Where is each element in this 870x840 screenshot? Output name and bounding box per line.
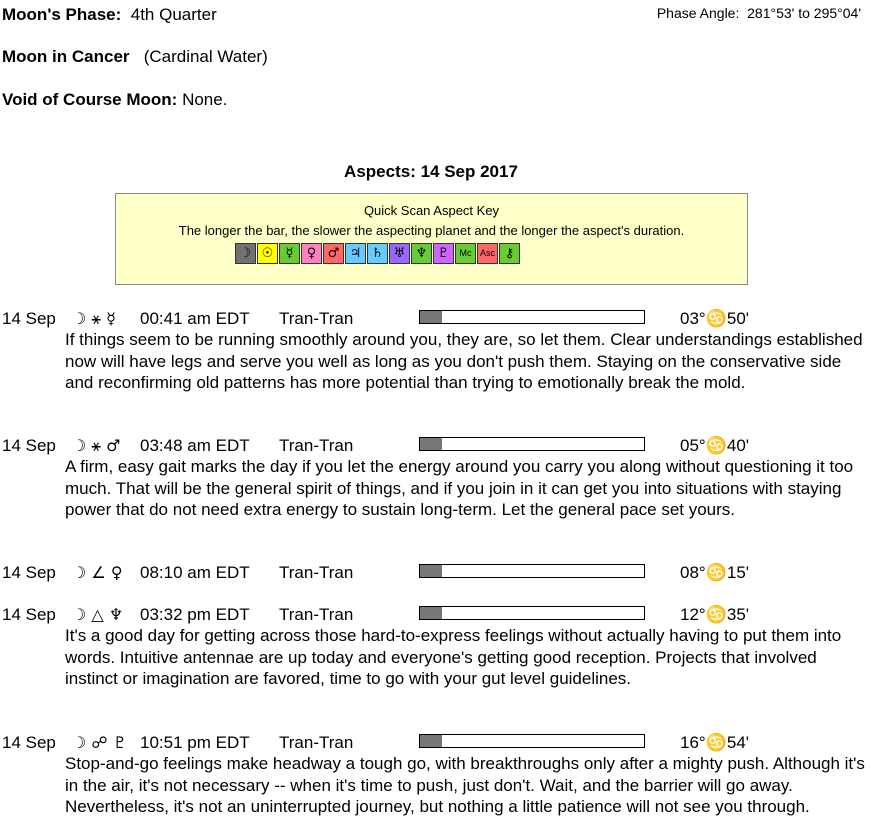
duration-bar-fill bbox=[420, 735, 442, 747]
entry-date: 14 Sep bbox=[2, 605, 56, 624]
mercury-icon: ☿ bbox=[279, 243, 300, 264]
chiron-icon: ⚷ bbox=[499, 243, 520, 264]
duration-bar bbox=[419, 606, 645, 620]
duration-bar bbox=[419, 437, 645, 451]
entry-aspect: ☽ △ ♆ bbox=[72, 605, 124, 624]
planet-glyph-legend bbox=[235, 243, 521, 264]
saturn-icon: ♄ bbox=[367, 243, 388, 264]
entry-date: 14 Sep bbox=[2, 733, 56, 752]
duration-bar bbox=[419, 734, 645, 748]
entry-time: 03:32 pm EDT bbox=[140, 605, 250, 624]
entry-position: 05°♋40' bbox=[680, 436, 750, 455]
moon-sign-value: (Cardinal Water) bbox=[143, 47, 268, 66]
duration-bar-fill bbox=[420, 607, 442, 619]
uranus-icon: ♅ bbox=[389, 243, 410, 264]
entry-aspect: ☽ ☍ ♇ bbox=[72, 733, 128, 752]
duration-bar bbox=[419, 310, 645, 324]
void-value: None. bbox=[182, 90, 228, 109]
phase-angle-label: Phase Angle: bbox=[656, 5, 740, 21]
moon-sign-row bbox=[2, 47, 268, 67]
moon-phase-value: 4th Quarter bbox=[130, 5, 217, 24]
jupiter-icon: ♃ bbox=[345, 243, 366, 264]
sun-icon: ☉ bbox=[257, 243, 278, 264]
void-of-course-row bbox=[2, 90, 227, 110]
entry-time: 10:51 pm EDT bbox=[140, 733, 250, 752]
entry-type: Tran-Tran bbox=[279, 605, 354, 624]
entry-position: 08°♋15' bbox=[680, 563, 750, 582]
entry-date: 14 Sep bbox=[2, 309, 56, 328]
entry-position: 16°♋54' bbox=[680, 733, 750, 752]
neptune-icon: ♆ bbox=[411, 243, 432, 264]
entry-type: Tran-Tran bbox=[279, 436, 354, 455]
entry-aspect: ☽ ⚹ ♂ bbox=[72, 436, 121, 455]
void-label: Void of Course Moon: bbox=[2, 90, 178, 109]
entry-description: Stop-and-go feelings make headway a tough go, with breakthroughs only after a mighty push. Although it's in the air, it's not necessary -- when it's time to push, just don't. Wait, and the barrier will go away. Nevertheless, it's not an uninterrupted journey, but nothing a little patience will not see you through. bbox=[65, 754, 865, 816]
moon-icon: ☽ bbox=[235, 243, 256, 264]
entry-description: It's a good day for getting across those hard-to-express feelings without actually having to put them into words. Intuitive antennae are up today and everyone's getting good reception. Projects that involved instinct or imagination are favored, time to go with your gut level guidelines. bbox=[65, 626, 842, 688]
entry-description: If things seem to be running smoothly around you, they are, so let them. Clear understandings established now will have legs and serve you well as long as you don't push them. Staying on the conservative side and reconfirming old patterns has more potential than trying to emotionally break the mold. bbox=[65, 330, 863, 392]
entry-position: 03°♋50' bbox=[680, 309, 750, 328]
ascendant-icon: Asc bbox=[477, 243, 498, 264]
entry-type: Tran-Tran bbox=[279, 309, 354, 328]
duration-bar-fill bbox=[420, 438, 442, 450]
moon-phase-row bbox=[2, 5, 217, 25]
midheaven-icon: Mc bbox=[455, 243, 476, 264]
entry-aspect: ☽ ∠ ♀ bbox=[72, 563, 123, 582]
aspect-key-box bbox=[115, 193, 748, 285]
entry-time: 03:48 am EDT bbox=[140, 436, 250, 455]
duration-bar-fill bbox=[420, 311, 442, 323]
venus-icon: ♀ bbox=[301, 243, 322, 264]
entry-date: 14 Sep bbox=[2, 563, 56, 582]
mars-icon: ♂ bbox=[323, 243, 344, 264]
entry-time: 00:41 am EDT bbox=[140, 309, 250, 328]
entry-type: Tran-Tran bbox=[279, 733, 354, 752]
duration-bar-fill bbox=[420, 565, 442, 577]
pluto-icon: ♇ bbox=[433, 243, 454, 264]
moon-phase-label: Moon's Phase: bbox=[2, 5, 122, 24]
entry-aspect: ☽ ⚹ ☿ bbox=[72, 309, 116, 328]
key-description: The longer the bar, the slower the aspecting planet and the longer the aspect's duration. bbox=[178, 223, 685, 238]
aspects-title: Aspects: 14 Sep 2017 bbox=[344, 162, 518, 181]
phase-angle-value: 281°53' to 295°04' bbox=[747, 5, 861, 21]
entry-type: Tran-Tran bbox=[279, 563, 354, 582]
entry-date: 14 Sep bbox=[2, 436, 56, 455]
key-title: Quick Scan Aspect Key bbox=[363, 203, 500, 218]
phase-angle-row bbox=[657, 5, 861, 21]
duration-bar bbox=[419, 564, 645, 578]
entry-position: 12°♋35' bbox=[680, 605, 750, 624]
entry-time: 08:10 am EDT bbox=[140, 563, 250, 582]
moon-sign-label: Moon in Cancer bbox=[2, 47, 130, 66]
entry-description: A firm, easy gait marks the day if you let the energy around you carry you along without questioning it too much. That will be the general spirit of things, and if you join in it can get you into situations with staying power that do not need extra energy to sustain long-term. Let the general pace set yours. bbox=[65, 457, 854, 519]
